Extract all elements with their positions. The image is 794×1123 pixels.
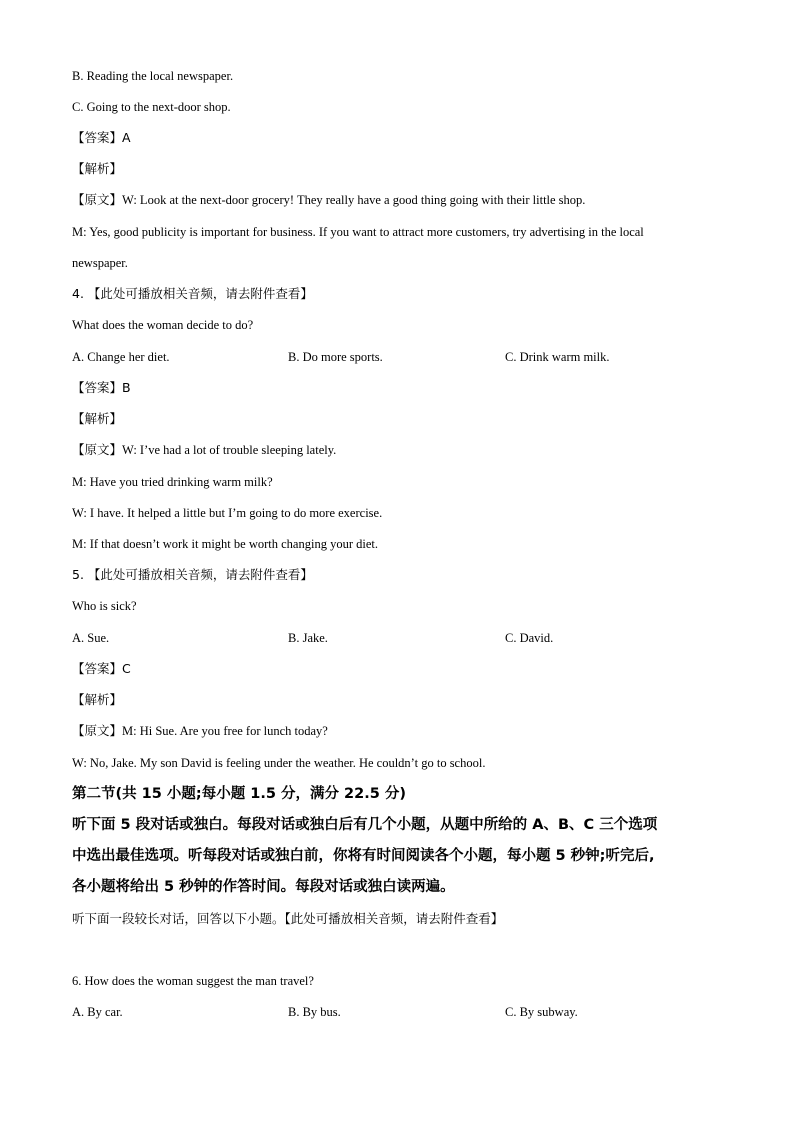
q5-analysis-label: 【解析】 (72, 692, 123, 707)
q5-option-b: B. Jake. (288, 631, 328, 645)
q5-answer: 【答案】C (72, 661, 131, 676)
q3-option-b: B. Reading the local newspaper. (72, 69, 234, 83)
q4-heading: 4. 【此处可播放相关音频，请去附件查看】 (72, 286, 313, 301)
q6-option-c: C. By subway. (505, 1005, 578, 1019)
q5-option-a: A. Sue. (72, 631, 110, 645)
q6-option-b: B. By bus. (288, 1005, 341, 1019)
q4-transcript-line-1: 【原文】W: I’ve had a lot of trouble sleeping lately. (72, 443, 337, 457)
q6-option-a: A. By car. (72, 1005, 123, 1019)
section-2-sub-instruction: 听下面一段较长对话，回答以下小题。【此处可播放相关音频，请去附件查看】 (72, 911, 504, 926)
q4-answer: 【答案】B (72, 380, 131, 395)
q5-option-c: C. David. (505, 631, 554, 645)
q4-transcript-line-3: W: I have. It helped a little but I’m going to do more exercise. (72, 506, 383, 520)
q5-transcript-line-2: W: No, Jake. My son David is feeling under the weather. He couldn’t go to school. (72, 756, 486, 770)
q4-option-b: B. Do more sports. (288, 350, 383, 364)
q3-transcript-line-2a: M: Yes, good publicity is important for business. If you want to attract more customers, try advertising in the local (72, 225, 644, 239)
section-2-instruction-line-3: 各小题将给出 5 秒钟的作答时间。每段对话或独白读两遍。 (72, 879, 455, 895)
q5-heading: 5. 【此处可播放相关音频，请去附件查看】 (72, 567, 313, 582)
q4-option-c: C. Drink warm milk. (505, 350, 610, 364)
q3-transcript-line-1: 【原文】W: Look at the next-door grocery! They really have a good thing going with their little shop. (72, 193, 586, 207)
q5-question: Who is sick? (72, 599, 137, 613)
section-2-instruction-line-1: 听下面 5 段对话或独白。每段对话或独白后有几个小题，从题中所给的 A、B、C 三个选项 (72, 817, 658, 833)
section-2-instruction-line-2: 中选出最佳选项。听每段对话或独白前，你将有时间阅读各个小题，每小题 5 秒钟;听完后, (72, 848, 655, 864)
q3-transcript-line-2b: newspaper. (72, 256, 128, 270)
q3-analysis-label: 【解析】 (72, 161, 123, 176)
q5-transcript-line-1: 【原文】M: Hi Sue. Are you free for lunch today? (72, 724, 328, 738)
q4-analysis-label: 【解析】 (72, 411, 123, 426)
q4-transcript-line-4: M: If that doesn’t work it might be worth changing your diet. (72, 537, 378, 551)
q4-question: What does the woman decide to do? (72, 318, 254, 332)
q3-option-c: C. Going to the next-door shop. (72, 100, 231, 114)
q4-option-a: A. Change her diet. (72, 350, 170, 364)
q6-question: 6. How does the woman suggest the man travel? (72, 974, 314, 988)
q3-answer: 【答案】A (72, 130, 131, 145)
section-2-title: 第二节(共 15 小题;每小题 1.5 分，满分 22.5 分) (72, 786, 406, 802)
q4-transcript-line-2: M: Have you tried drinking warm milk? (72, 475, 273, 489)
